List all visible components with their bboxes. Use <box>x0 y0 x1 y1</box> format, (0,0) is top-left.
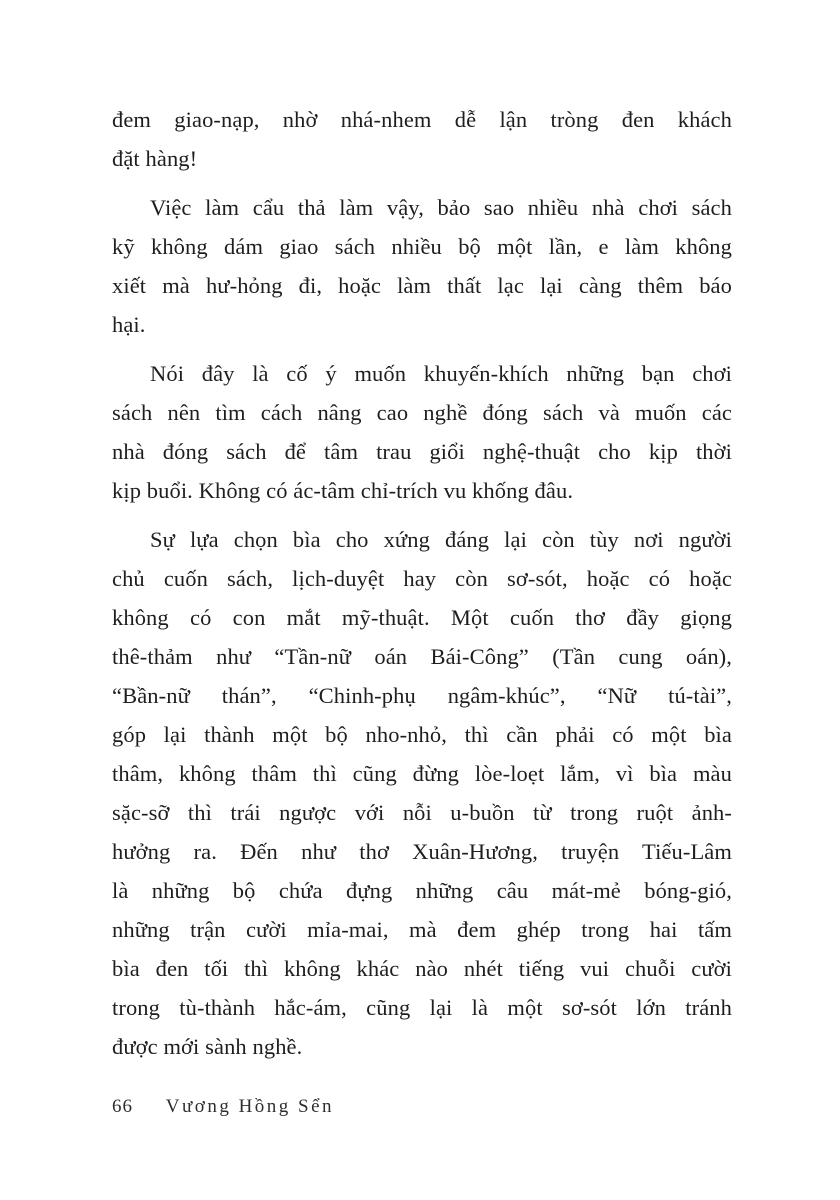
text-line: Nói đây là cố ý muốn khuyến-khích những bạn chơi <box>150 361 732 386</box>
text-line: sách nên tìm cách nâng cao nghề đóng sách và muốn các <box>112 400 732 425</box>
text-line: góp lại thành một bộ nho-nhỏ, thì cần phải có một bìa <box>112 722 732 747</box>
text-line: hưởng ra. Đến như thơ Xuân-Hương, truyện Tiếu-Lâm <box>112 839 732 864</box>
text-line: đặt hàng! <box>112 146 198 171</box>
page-footer <box>112 1096 732 1118</box>
paragraph <box>112 520 732 1066</box>
text-line: thâm, không thâm thì cũng đừng lòe-loẹt lắm, vì bìa màu <box>112 761 732 786</box>
author-name: Vương Hồng Sển <box>165 1096 335 1117</box>
text-line: được mới sành nghề. <box>112 1034 303 1059</box>
text-line: xiết mà hư-hỏng đi, hoặc làm thất lạc lại càng thêm báo <box>112 273 732 298</box>
text-line: không có con mắt mỹ-thuật. Một cuốn thơ đầy giọng <box>112 605 732 630</box>
text-line: thê-thảm như “Tần-nữ oán Bái-Công” (Tần cung oán), <box>112 644 732 669</box>
text-line: trong tù-thành hắc-ám, cũng lại là một sơ-sót lớn tránh <box>112 995 732 1020</box>
text-line: những trận cười mỉa-mai, mà đem ghép trong hai tấm <box>112 917 732 942</box>
text-line: nhà đóng sách để tâm trau giổi nghệ-thuật cho kịp thời <box>112 439 732 464</box>
text-line: “Bần-nữ thán”, “Chinh-phụ ngâm-khúc”, “Nữ tú-tài”, <box>112 683 732 708</box>
text-line: là những bộ chứa đựng những câu mát-mẻ bóng-gió, <box>112 878 732 903</box>
text-line: bìa đen tối thì không khác nào nhét tiếng vui chuỗi cười <box>112 956 732 981</box>
text-line: kịp buổi. Không có ác-tâm chỉ-trích vu khống đâu. <box>112 478 574 503</box>
text-line: Sự lựa chọn bìa cho xứng đáng lại còn tùy nơi người <box>150 527 732 552</box>
body-text <box>112 100 732 1076</box>
text-line: chủ cuốn sách, lịch-duyệt hay còn sơ-sót, hoặc có hoặc <box>112 566 732 591</box>
paragraph <box>112 100 732 178</box>
text-line: sặc-sỡ thì trái ngược với nỗi u-buồn từ trong ruột ảnh- <box>112 800 732 825</box>
text-line: Việc làm cẩu thả làm vậy, bảo sao nhiều nhà chơi sách <box>150 195 732 220</box>
text-line: đem giao-nạp, nhờ nhá-nhem dễ lận tròng đen khách <box>112 107 732 132</box>
text-line: hại. <box>112 312 146 337</box>
text-line: kỹ không dám giao sách nhiều bộ một lần, e làm không <box>112 234 732 259</box>
paragraph <box>112 354 732 510</box>
paragraph <box>112 188 732 344</box>
page-number: 66 <box>112 1096 133 1117</box>
